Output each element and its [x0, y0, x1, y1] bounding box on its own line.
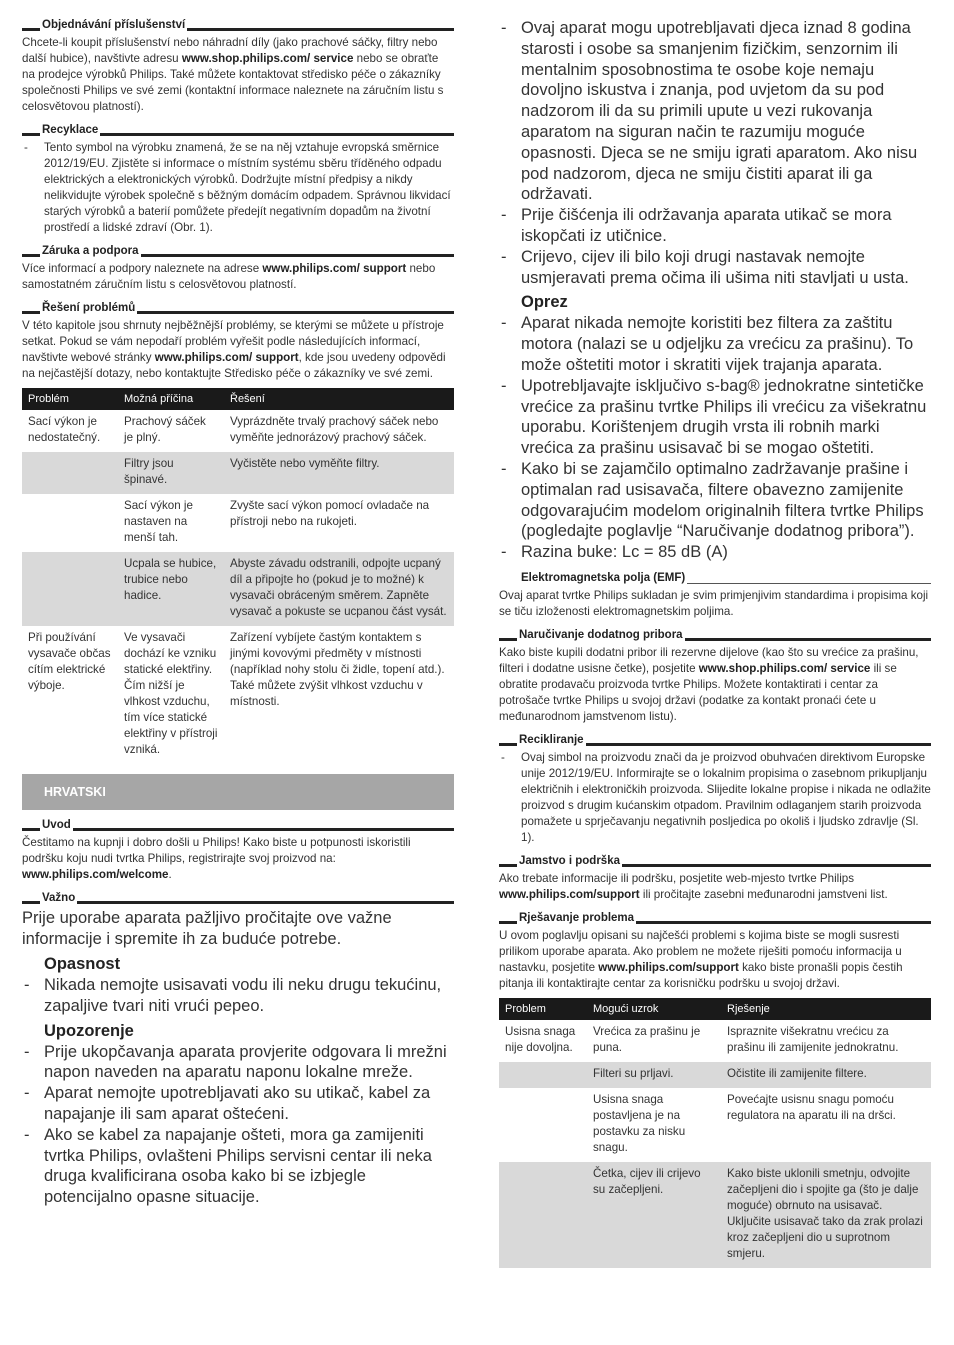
list-item-recycling-hr: - Ovaj simbol na proizvodu znači da je proizvod obuhvaćen direktivom Europske unije 2012/19/EU. Informirajte se o lokalnim propisima o zasebnom prikupljanju električnih i elektroničkih proizvoda. Slijedite lokalne propise i nikada ne odlažite proizvod s drugim kućanskim otpadom. Pravilnim odlaganjem starih proizvoda pomažete u sprječavanju negativnih posljedica po okoliš i ljudsko zdravlje (Sl. 1). — [501, 750, 931, 844]
table-header: Řešení — [224, 388, 454, 410]
table-cell: Prachový sáček je plný. — [124, 415, 206, 444]
table-row — [499, 1088, 931, 1162]
table-row — [499, 1020, 931, 1062]
list-item-warning: - Ako se kabel za napajanje ošteti, mora ga zamijeniti tvrtka Philips, ovlašteni Philips servisni centar ili neka druga kvalificirana osoba kako bi se izbjegle potencijalno opasne situacije. — [24, 1125, 432, 1207]
list-item-warning: - Prije čišćenja ili održavanja aparata utikač se mora iskopčati iz utičnice. — [501, 206, 892, 245]
section-heading-emf: Elektromagnetska polja (EMF) — [499, 571, 931, 585]
heading-danger: Opasnost — [44, 955, 121, 973]
table-cell — [22, 494, 118, 552]
left-column — [22, 18, 454, 1208]
table-cell: Vyprázdněte trvalý prachový sáček nebo vyměňte jednorázový prachový sáček. — [230, 415, 439, 444]
table-cell — [22, 552, 118, 626]
list-item-caution: - Aparat nikada nemojte koristiti bez filtera za zaštitu motora (nalazi se u odjeljku za vrećicu za prašinu). To može oštetiti motor i skratiti vijek trajanja aparata. — [501, 314, 914, 374]
table-cell: Usisna snaga postavljena je na postavku za nisku snagu. — [593, 1092, 686, 1154]
table-cell: Ve vysavači dochází ke vzniku statické elektřiny. Čím nižší je vlhkost vzduchu, tím více statické elektřiny v přístroji vzniká. — [124, 631, 218, 756]
table-header: Problem — [499, 998, 587, 1020]
section-heading-recycling-hr: Recikliranje — [499, 733, 931, 747]
table-cell: Filteri su prljavi. — [587, 1062, 721, 1088]
table-row — [22, 552, 454, 626]
table-cell — [499, 1162, 587, 1268]
list-item-warning: - Ovaj aparat mogu upotrebljavati djeca iznad 8 godina starosti i osobe sa smanjenim fizičkim, senzornim ili mentalnim sposobnostima te osobe koje nemaju dovoljno iskustva i znanja, pod uvjetom da su pod nadzorom ili da su primili upute u vezi rukovanja aparatom na siguran način te razumiju moguće opasnosti. Djeca se ne smiju igrati aparatom. Ako nisu pod nadzorom, djeca ne smiju čistiti aparat ili ga održavati. — [501, 19, 918, 204]
table-cell: Vyčistěte nebo vyměňte filtry. — [224, 452, 454, 494]
list-item-caution: - Razina buke: Lc = 85 dB (A) — [501, 543, 728, 562]
paragraph-emf: Ovaj aparat tvrtke Philips sukladan je svim primjenjivim standardima i propisima koji se tiču izloženosti elektromagnetskim poljima. — [499, 588, 929, 618]
link-philips-welcome[interactable]: www.philips.com/welcome — [22, 868, 169, 881]
list-item-recycling: - Tento symbol na výrobku znamená, že se na něj vztahuje evropská směrnice 2012/19/EU. Zjistěte si informace o místním systému sběru tříděného odpadu elektrických a elektronických výrobků. Dodržujte místní předpisy a nikdy nelikvidujte výrobek společně s běžným domácím odpadem. Správnou likvidací starých výrobků a baterií pomůžete předejít negativním dopadům na životní prostředí a lidské zdraví (Obr. 1). — [24, 141, 451, 234]
list-item-warning: - Aparat nemojte upotrebljavati ako su utikač, kabel za napajanje ili sam aparat oštećeni. — [24, 1084, 431, 1123]
table-row — [22, 626, 454, 764]
table-cell — [499, 1062, 587, 1088]
table-cell: Abyste závadu odstranili, odpojte ucpaný díl a připojte ho (pokud je to možné) k vysavači obráceným směrem. Zapněte vysavač a pokuste se ucpanou část vysát. — [224, 552, 454, 626]
table-cell: Četka, cijev ili crijevo su začepljeni. — [587, 1162, 721, 1268]
table-cell: Zvyšte sací výkon pomocí ovladače na přístroji nebo na rukojeti. — [230, 499, 430, 528]
right-column — [499, 18, 931, 1268]
table-row — [22, 410, 454, 452]
link-philips-support[interactable]: www.philips.com/ support — [262, 262, 407, 275]
table-cell: Ucpala se hubice, trubice nebo hadice. — [118, 552, 224, 626]
link-shop-philips[interactable]: www.shop.philips.com/ service — [181, 52, 354, 65]
list-item-warning: - Crijevo, cijev ili bilo koji drugi nastavak nemojte usmjeravati prema očima ili ušima niti stavljati u usta. — [501, 247, 909, 287]
table-cell: Očistite ili zamijenite filtere. — [721, 1062, 931, 1088]
section-heading-troubleshooting: Řešení problémů — [22, 301, 454, 315]
table-cell: Vrećica za prašinu je puna. — [593, 1024, 701, 1054]
section-heading-ordering-accessories-hr: Naručivanje dodatnog pribora — [499, 628, 931, 642]
paragraph-intro: Čestitamo na kupnji i dobro došli u Philips! Kako biste u potpunosti iskoristili podršku koju nudi tvrtka Philips, registrirajte svoj proizvod na: www.philips.com/welcome. — [22, 836, 411, 881]
table-header: Mogući uzrok — [587, 998, 721, 1020]
list-item-caution: - Kako bi se zajamčilo optimalno zadržavanje prašine i optimalan rad usisavača, filtere obavezno zamijenite odgovarajućim modelom originalnih filtera tvrtke Philips (pogledajte poglavlje “Naručivanje dodatnog pribora”). — [501, 459, 924, 541]
table-cell — [499, 1088, 587, 1162]
table-cell: Usisna snaga nije dovoljna. — [505, 1024, 576, 1054]
table-cell: Filtry jsou špinavé. — [118, 452, 224, 494]
paragraph-warranty-hr: Ako trebate informacije ili podršku, posjetite web-mjesto tvrtke Philips www.philips.com/support ili pročitajte zasebni međunarodni jamstveni list. — [499, 871, 888, 901]
list-item-caution: - Upotrebljavajte isključivo s-bag® jednokratne sintetičke vrećice za prašinu tvrtke Philips ili vrećicu za višekratnu uporabu. Korištenjem drugih vrsta ili robnih marki vrećica za prašinu usisavač bi se mogao oštetiti. — [501, 376, 927, 458]
troubleshooting-table-cs — [22, 388, 454, 764]
table-cell: Sací výkon je nedostatečný. — [28, 415, 101, 444]
table-cell: Zařízení vybíjete častým kontaktem s jinými kovovými předměty v místnosti (například nohy stolu či židle, topení atd.). Také můžete zvýšit vlhkost vzduchu v místnosti. — [230, 631, 445, 708]
table-header: Problém — [22, 388, 118, 410]
table-cell: Kako biste uklonili smetnju, odvojite začepljeni dio i spojite ga (što je dalje moguće) obrnuto na usisavač. Uključite usisavač tako da zrak prolazi kroz začepljeni dio u suprotnom smjeru. — [721, 1162, 931, 1268]
table-header: Možná příčina — [118, 388, 224, 410]
section-heading-warranty: Záruka a podpora — [22, 244, 454, 258]
link-philips-support[interactable]: www.philips.com/support — [499, 887, 640, 901]
table-cell — [22, 452, 118, 494]
link-philips-support[interactable]: www.philips.com/support — [598, 960, 739, 974]
heading-caution: Oprez — [521, 293, 568, 312]
list-item-danger: - Nikada nemojte usisavati vodu ili neku drugu tekućinu, zapaljive tvari niti vrući pepeo. — [24, 976, 442, 1015]
section-heading-important: Važno — [22, 891, 454, 905]
table-cell: Povećajte usisnu snagu pomoću regulatora na aparatu ili na dršci. — [727, 1092, 896, 1122]
table-row — [499, 1062, 931, 1088]
list-item-warning: - Prije ukopčavanja aparata provjerite odgovara li mrežni napon naveden na aparatu naponu lokalne mreže. — [24, 1042, 447, 1082]
link-shop-philips[interactable]: www.shop.philips.com/ service — [698, 661, 871, 675]
table-row — [22, 494, 454, 552]
section-heading-warranty-hr: Jamstvo i podrška — [499, 854, 931, 868]
table-row — [499, 1162, 931, 1268]
paragraph-troubleshooting-hr: U ovom poglavlju opisani su najčešći problemi s kojima biste se mogli susresti prilikom uporabe aparata. Ako problem ne možete riješiti pomoću informacija u nastavku, posjetite www.philips.com/support kako biste pronašli popis čestih pitanja ili kontaktirajte centar za korisničku podršku u svojoj državi. — [499, 928, 903, 990]
language-banner: HRVATSKI — [22, 774, 454, 810]
paragraph-ordering-accessories-hr: Kako biste kupili dodatni pribor ili rezervne dijelove (kao što su vrećice za prašinu, filteri i dodatne usisne četke), posjetite www.shop.philips.com/ service ili se obratite prodavaču proizvoda tvrtke Philips. Možete kontaktirati i centar za potrošače tvrtke Philips u svojoj državi (podatke za kontakt pronaći ćete u međunarodnom jamstvenom listu). — [499, 645, 919, 723]
paragraph-warranty: Více informací a podpory naleznete na adrese www.philips.com/ support nebo samostatném záručním listu s celosvětovou platností. — [22, 262, 436, 291]
section-heading-recycling: Recyklace — [22, 123, 454, 137]
section-heading-troubleshooting-hr: Rješavanje problema — [499, 911, 931, 925]
troubleshooting-table-hr — [499, 998, 931, 1268]
table-cell: Při používání vysavače občas cítím elektrické výboje. — [28, 631, 111, 692]
section-heading-intro: Uvod — [22, 818, 454, 832]
paragraph-troubleshooting: V této kapitole jsou shrnuty nejběžnější problémy, se kterými se můžete u přístroje setkat. Pokud se vám nepodaří problém vyřešit podle následujících informací, navštivte webové stránky www.philips.com/ support, kde jsou uvedeny odpovědi na nejčastější dotazy, nebo kontaktujte Středisko péče o zákazníky ve své zemi. — [22, 319, 446, 380]
table-header: Rješenje — [721, 998, 931, 1020]
table-cell: Ispraznite višekratnu vrećicu za prašinu ili zamijenite jednokratnu. — [727, 1024, 899, 1054]
paragraph-ordering-accessories: Chcete-li koupit příslušenství nebo náhradní díly (jako prachové sáčky, filtry nebo další hubice), navštivte adresu www.shop.philips.com/ service nebo se obraťte na prodejce výrobků Philips. Také můžete kontaktovat středisko péče o zákazníky společnosti Philips ve své zemi (kontaktní informace naleznete na záručním listu s celosvětovou platností). — [22, 36, 444, 113]
table-cell: Sací výkon je nastaven na menší tah. — [124, 499, 193, 544]
table-row — [22, 452, 454, 494]
heading-warning: Upozorenje — [44, 1021, 134, 1040]
link-philips-support[interactable]: www.philips.com/ support — [154, 351, 299, 364]
important-intro: Prije uporabe aparata pažljivo pročitajte ove važne informacije i spremite ih za buduće potrebe. — [22, 909, 392, 948]
section-heading-ordering-accessories: Objednávání příslušenství — [22, 18, 454, 32]
